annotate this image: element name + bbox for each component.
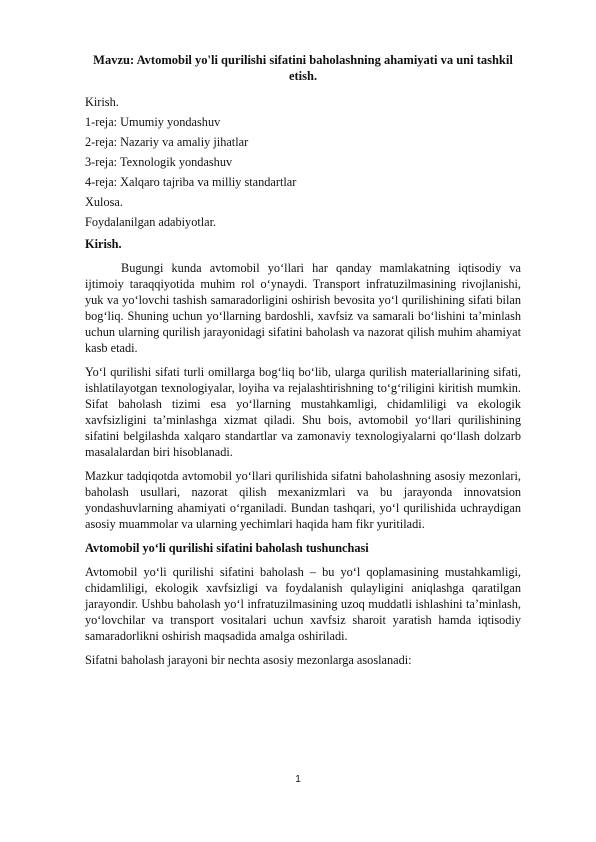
outline-item: 3-reja: Texnologik yondashuv [85, 155, 233, 169]
outline-item: Xulosa. [85, 195, 123, 209]
outline-item: 2-reja: Nazariy va amaliy jihatlar [85, 135, 249, 149]
outline-list [85, 92, 521, 232]
body-paragraph: Yo‘l qurilishi sifati turli omillarga bog‘liq bo‘lib, ularga qurilish materiallarining sifati, ishlatilayotgan texnologiyalar, loyiha va rejalashtirishning to‘g‘riligini kiritish mumkin. Sifat baholash tizimi esa yo‘llarning mustahkamligi, chidamliligi va ekologik xavfsizligini ta’minlashga xizmat qiladi. Shu bois, avtomobil yo‘llari qurilishining sifatini belgilashda xalqaro standartlar va zamonaviy texnologiyalarni qo‘llash dolzarb masalalardan biri hisoblanadi. [85, 365, 521, 459]
outline-item: Kirish. [85, 95, 119, 109]
outline-item: 1-reja: Umumiy yondashuv [85, 115, 221, 129]
section-heading: Avtomobil yo‘li qurilishi sifatini baholash tushunchasi [85, 541, 369, 555]
intro-heading: Kirish. [85, 237, 122, 251]
document-page [85, 52, 521, 676]
body-paragraph: Bugungi kunda avtomobil yo‘llari har qanday mamlakatning iqtisodiy va ijtimoiy taraqqiyotida muhim rol o‘ynaydi. Transport infratuzilmasining rivojlanishi, yuk va yo‘lovchi tashish samaradorligini oshirish bevosita yo‘l qurilishining sifati bilan bog‘liq. Shuning uchun yo‘llarning bardoshli, xavfsiz va samarali bo‘lishini ta’minlash uchun ularning qurilish jarayonidagi sifatini baholash va nazorat qilish muhim ahamiyat kasb etadi. [85, 261, 521, 355]
body-paragraph: Mazkur tadqiqotda avtomobil yo‘llari qurilishida sifatni baholashning asosiy mezonlari, baholash usullari, nazorat qilish mexanizmlari va bu jarayonda innovatsion yondashuvlarning ahamiyati o‘rganiladi. Bundan tashqari, yo‘l qurilishida uchraydigan asosiy muammolar va ularning yechimlari haqida ham fikr yuritiladi. [85, 469, 521, 531]
closing-line: Sifatni baholash jarayoni bir nechta asosiy mezonlarga asoslanadi: [85, 653, 412, 667]
page-number: 1 [295, 774, 301, 785]
outline-item: Foydalanilgan adabiyotlar. [85, 215, 217, 229]
section-paragraph: Avtomobil yo‘li qurilishi sifatini baholash – bu yo‘l qoplamasining mustahkamligi, chidamliligi, ekologik xavfsizligi va foydalanish qulayligini aniqlashga qaratilgan jarayondir. Ushbu baholash yo‘l infratuzilmasining uzoq muddatli ishlashini ta’minlash, yo‘lovchilar va transport vositalari uchun xavfsiz sharoit yaratish hamda iqtisodiy samaradorlikni oshirish maqsadida amalga oshiriladi. [85, 565, 521, 643]
document-title: Mavzu: Avtomobil yo'li qurilishi sifatini baholashning ahamiyati va uni tashkil etish. [93, 53, 513, 83]
outline-item: 4-reja: Xalqaro tajriba va milliy standartlar [85, 175, 297, 189]
